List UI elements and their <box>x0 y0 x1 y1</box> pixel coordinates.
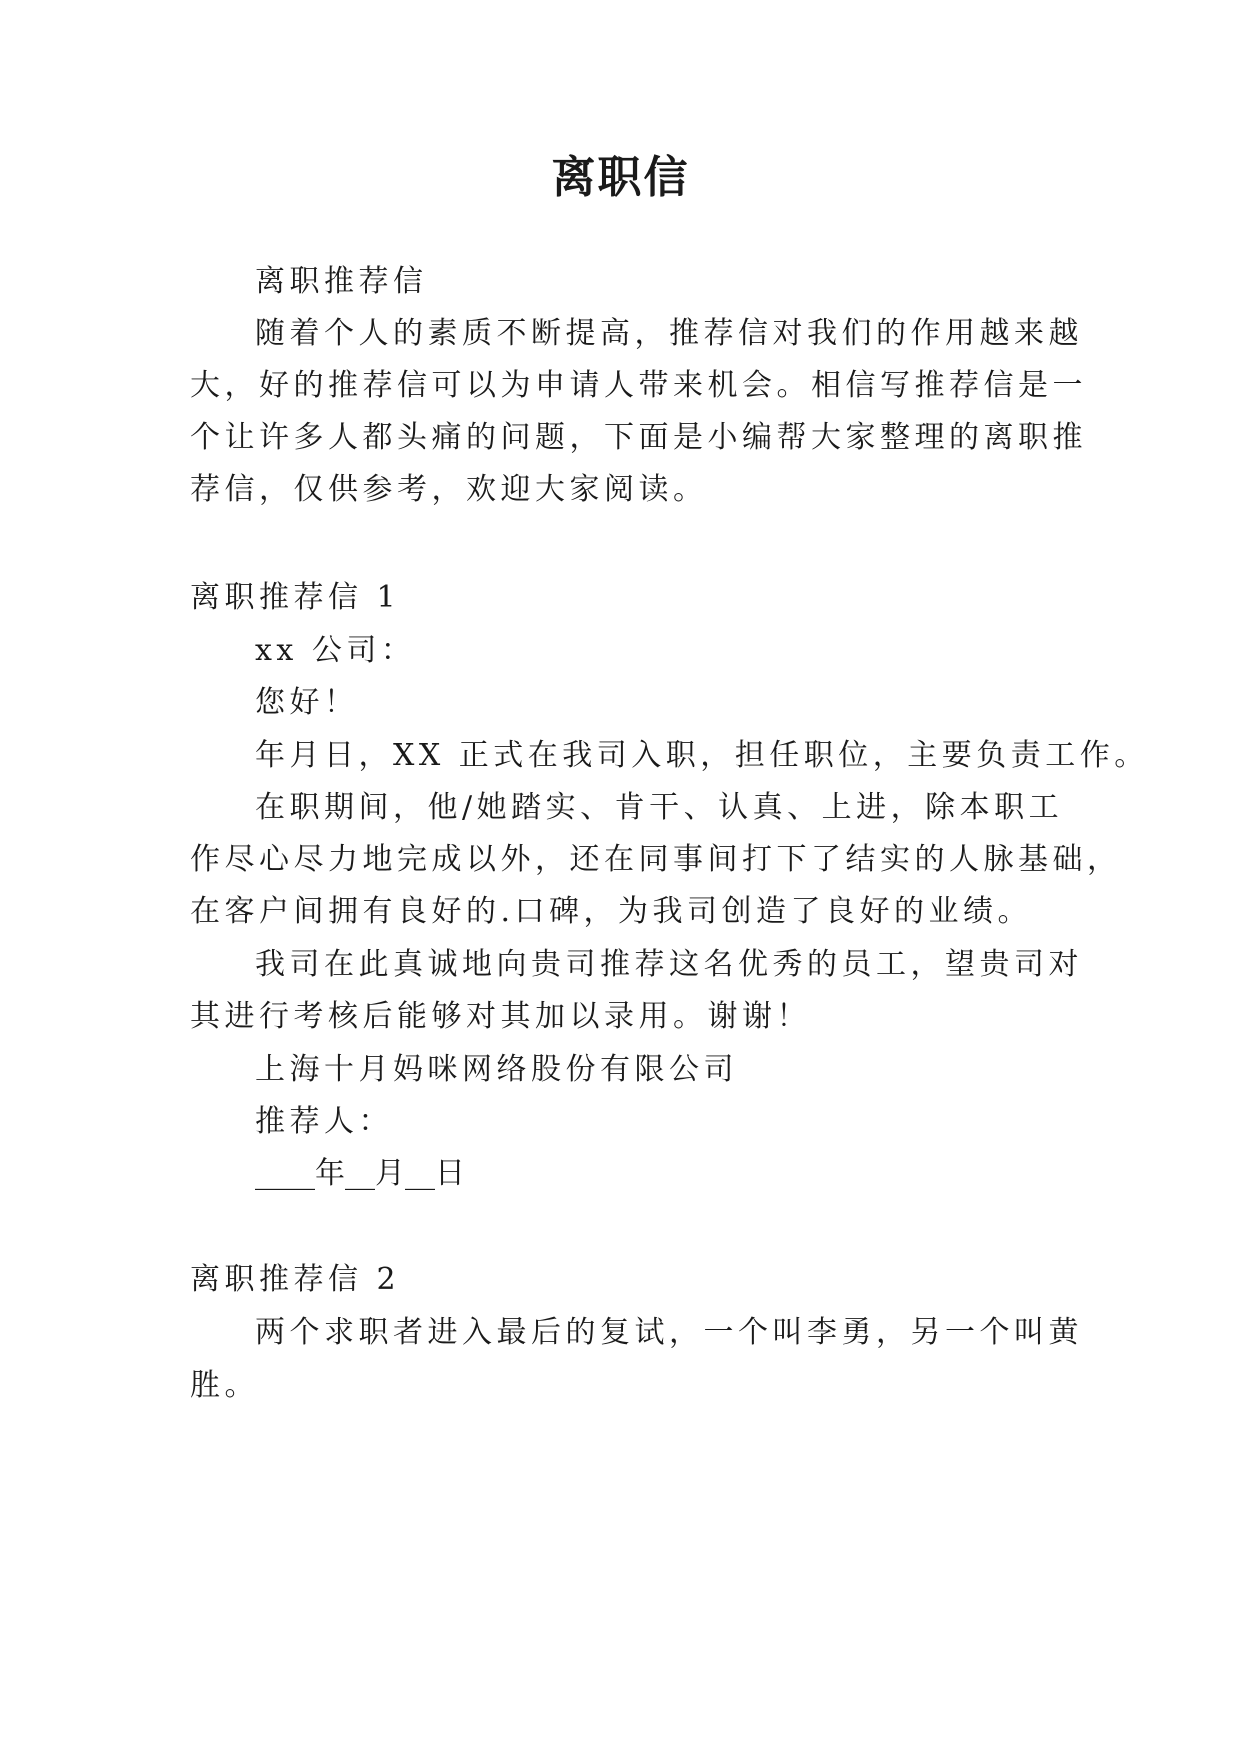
letter1-recommend-line: 其进行考核后能够对其加以录用。谢谢！ <box>190 999 811 1034</box>
letter1-heading: 离职推荐信 1 <box>190 580 401 615</box>
intro-paragraph-line: 大，好的推荐信可以为申请人带来机会。相信写推荐信是一 <box>190 368 1087 403</box>
letter1-company: 上海十月妈咪网络股份有限公司 <box>255 1052 738 1087</box>
letter2-paragraph-line: 胜。 <box>190 1368 259 1403</box>
letter1-greeting: 您好！ <box>255 685 359 720</box>
letter1-salutation: xx 公司： <box>255 633 416 668</box>
letter1-recommender: 推荐人： <box>255 1104 393 1139</box>
letter2-paragraph-line: 两个求职者进入最后的复试，一个叫李勇，另一个叫黄 <box>255 1315 1083 1350</box>
letter2-heading: 离职推荐信 2 <box>190 1262 401 1297</box>
letter1-date: ____年__月__日 <box>255 1156 465 1191</box>
letter1-employment-line: 年月日，XX 正式在我司入职，担任职位，主要负责工作。 <box>255 738 1149 773</box>
intro-heading: 离职推荐信 <box>255 264 428 299</box>
intro-paragraph-line: 荐信，仅供参考，欢迎大家阅读。 <box>190 472 708 507</box>
document-title: 离职信 <box>551 152 690 203</box>
intro-paragraph-line: 随着个人的素质不断提高，推荐信对我们的作用越来越 <box>255 316 1083 351</box>
intro-paragraph-line: 个让许多人都头痛的问题，下面是小编帮大家整理的离职推 <box>190 420 1087 455</box>
letter1-performance-line: 作尽心尽力地完成以外，还在同事间打下了结实的人脉基础， <box>190 842 1122 877</box>
letter1-performance-line: 在客户间拥有良好的.口碑，为我司创造了良好的业绩。 <box>190 894 1033 929</box>
letter1-performance-line: 在职期间，他/她踏实、肯干、认真、上进，除本职工 <box>255 790 1064 825</box>
letter1-recommend-line: 我司在此真诚地向贵司推荐这名优秀的员工，望贵司对 <box>255 947 1083 982</box>
